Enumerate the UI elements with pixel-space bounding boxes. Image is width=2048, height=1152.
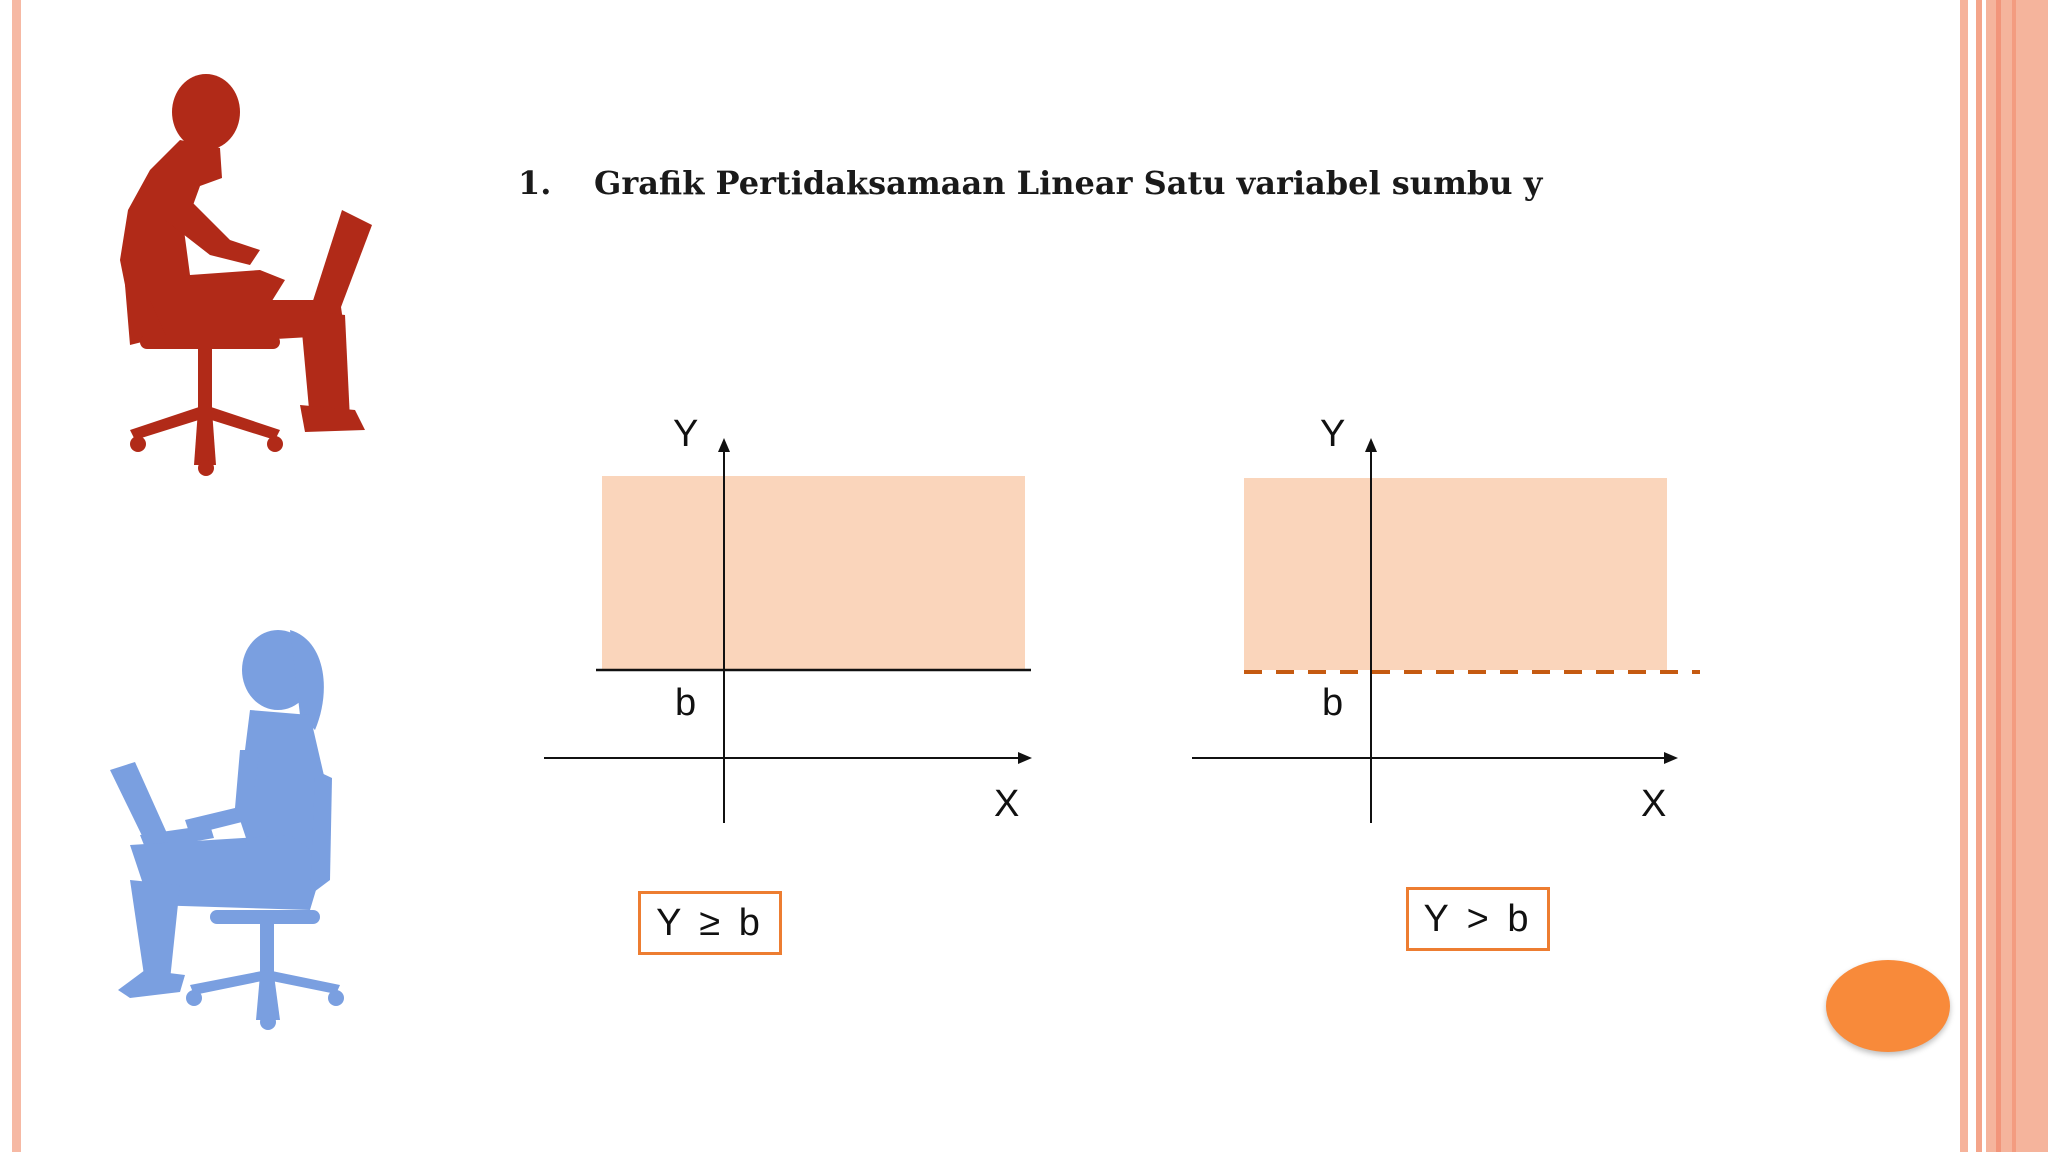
x-axis-label: X	[1641, 783, 1667, 825]
y-axis-label: Y	[1320, 413, 1346, 455]
heading-text: Grafik Pertidaksamaan Linear Satu variabel sumbu y	[594, 164, 1543, 202]
inequality-box: Y ≥ b	[638, 891, 782, 955]
heading-number: 1.	[518, 164, 552, 202]
boundary-label: b	[1322, 682, 1344, 724]
y-axis-label: Y	[673, 413, 699, 455]
boundary-label: b	[675, 682, 697, 724]
inequality-box: Y > b	[1406, 887, 1550, 951]
y-axis-arrow-icon	[1365, 438, 1377, 452]
orange-circle-decoration	[1826, 960, 1950, 1052]
x-axis-arrow-icon	[1664, 752, 1678, 764]
x-axis-label: X	[994, 783, 1020, 825]
